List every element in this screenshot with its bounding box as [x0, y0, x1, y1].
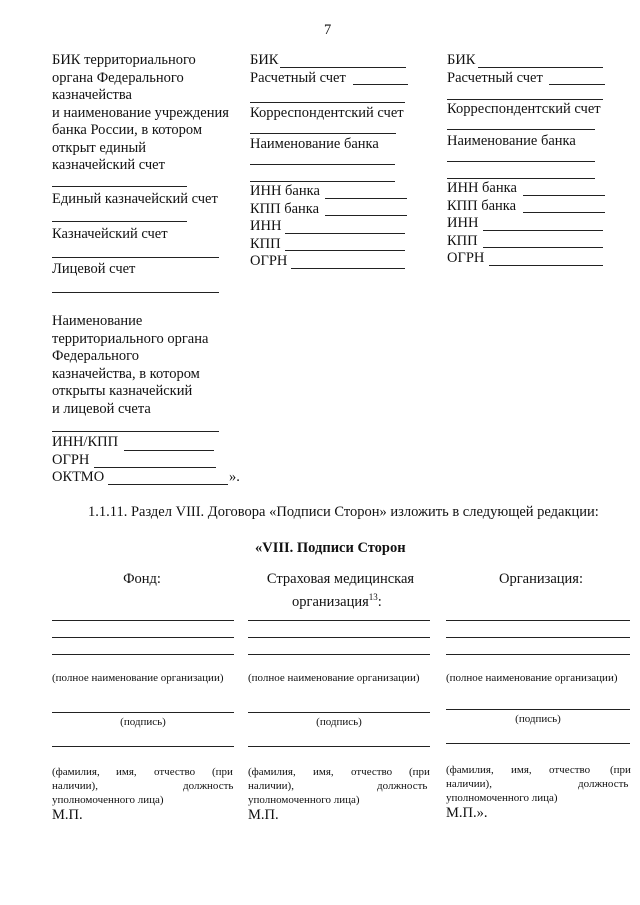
org-signature-hint: (подпись) — [515, 713, 561, 725]
org-fio-word-3: отчество — [549, 764, 591, 776]
org-fio-line2-a: наличии), — [446, 778, 492, 790]
col2-inn-fill-line[interactable] — [285, 233, 405, 234]
col2-bank-inn-label: ИНН банка — [250, 183, 320, 199]
fund-fio-word-2: имя, — [116, 766, 137, 778]
col2-kpp-fill-line[interactable] — [285, 250, 405, 251]
bik-label-line-6: открыт единый — [52, 139, 147, 156]
insurer-fio-word-3: отчество — [351, 766, 393, 778]
fund-fio-word-4: (при — [212, 766, 233, 778]
col3-corr-label: Корреспондентский счет — [447, 101, 601, 117]
insurer-name-line-2[interactable] — [248, 637, 430, 638]
col3-bank-kpp-fill-line[interactable] — [523, 212, 605, 213]
insurer-heading-colon: : — [377, 593, 382, 610]
fund-fio-line[interactable] — [52, 746, 234, 747]
insurer-heading-text: организация — [292, 593, 369, 610]
col3-corr-fill-line[interactable] — [447, 129, 595, 130]
oktmo-closing-quote: ». — [229, 469, 240, 485]
bik-label-line-5: банка России, в котором — [52, 122, 203, 138]
col2-account-fill-line[interactable] — [353, 84, 408, 85]
col2-inn-label: ИНН — [250, 218, 282, 234]
col3-account-fill-line[interactable] — [549, 84, 605, 85]
insurer-stamp: М.П. — [248, 807, 279, 823]
org-name-line-3[interactable] — [446, 654, 630, 655]
insurer-full-name-hint: (полное наименование организации) — [248, 672, 420, 684]
insurer-heading-line-1: Страховая медицинская — [266, 571, 415, 587]
org-fio-line2-b: должность — [578, 778, 629, 790]
insurer-heading-line-2 — [292, 589, 382, 611]
unified-account-label: Единый казначейский счет — [52, 191, 218, 207]
col3-inn-fill-line[interactable] — [483, 230, 603, 231]
bik-label-line-4: и наименование учреждения — [52, 104, 229, 121]
col3-bik-fill-line[interactable] — [478, 67, 603, 68]
personal-account-label: Лицевой счет — [52, 261, 136, 277]
col2-bank-name-fill-line[interactable] — [250, 164, 395, 165]
bik-label-line-1: БИК территориального — [52, 52, 196, 68]
org-heading: Организация: — [498, 571, 583, 587]
col2-kpp-label: КПП — [250, 235, 281, 252]
col2-account-label: Расчетный счет — [250, 69, 346, 86]
col2-ogrn-label: ОГРН — [250, 253, 288, 269]
col2-bank-inn-fill-line[interactable] — [325, 198, 407, 199]
insurer-name-line-3[interactable] — [248, 654, 430, 655]
insurer-name-line-1[interactable] — [248, 620, 430, 621]
inn-kpp-label: ИНН/КПП — [52, 434, 119, 450]
insurer-fio-line3: уполномоченного лица) — [248, 794, 360, 806]
oktmo-label: ОКТМО — [52, 469, 105, 485]
page-number: 7 — [324, 22, 332, 38]
fund-fio-line2-a: наличии), — [52, 780, 98, 792]
tob-label-line-1: Наименование — [52, 313, 143, 329]
insurer-fio-line[interactable] — [248, 746, 430, 747]
col2-bank-name-fill-line-2[interactable] — [250, 181, 395, 182]
org-stamp: М.П.». — [446, 805, 488, 821]
col3-ogrn-label: ОГРН — [447, 250, 485, 266]
fund-name-line-2[interactable] — [52, 637, 234, 638]
col2-bik-fill-line[interactable] — [280, 67, 406, 68]
col2-bank-name-label: Наименование банка — [250, 136, 379, 152]
col2-corr-fill-line[interactable] — [250, 133, 396, 134]
fund-full-name-hint: (полное наименование организации) — [52, 672, 224, 684]
treasury-account-label: Казначейский счет — [52, 226, 168, 242]
col2-account-fill-line-2[interactable] — [250, 102, 405, 103]
org-fio-word-4: (при — [610, 764, 631, 776]
fund-name-line-3[interactable] — [52, 654, 234, 655]
fund-heading: Фонд: — [123, 571, 161, 587]
org-full-name-hint: (полное наименование организации) — [446, 672, 618, 684]
col2-ogrn-fill-line[interactable] — [291, 268, 405, 269]
org-fio-word-2: имя, — [511, 764, 532, 776]
inn-kpp-fill-line[interactable] — [124, 450, 214, 451]
unified-account-fill-line[interactable] — [52, 221, 187, 222]
fund-stamp: М.П. — [52, 807, 83, 823]
ogrn-fill-line[interactable] — [94, 467, 216, 468]
fund-signature-line[interactable] — [52, 712, 234, 713]
org-signature-line[interactable] — [446, 709, 630, 710]
org-name-line-1[interactable] — [446, 620, 630, 621]
personal-account-fill-line[interactable] — [52, 292, 219, 293]
bik-label-line-2: органа Федерального — [52, 69, 184, 86]
col3-bank-name-fill-line-2[interactable] — [447, 178, 595, 179]
insurer-fio-line2-a: наличии), — [248, 780, 294, 792]
treasury-account-fill-line[interactable] — [52, 257, 219, 258]
insurer-fio-word-1: (фамилия, — [248, 766, 296, 778]
insurer-signature-hint: (подпись) — [316, 716, 362, 728]
col3-kpp-label: КПП — [447, 232, 478, 249]
tob-label-line-4: казначейства, в котором — [52, 365, 200, 382]
insurer-fio-word-2: имя, — [313, 766, 334, 778]
col3-ogrn-fill-line[interactable] — [489, 265, 603, 266]
col2-bik-label: БИК — [250, 52, 279, 68]
col3-bank-inn-label: ИНН банка — [447, 180, 517, 196]
bik-label-line-7: казначейский счет — [52, 157, 165, 173]
col3-account-fill-line-2[interactable] — [447, 99, 603, 100]
section-title: «VIII. Подписи Сторон — [255, 540, 406, 556]
col2-corr-label: Корреспондентский счет — [250, 104, 404, 121]
tob-fill-line[interactable] — [52, 431, 219, 432]
fund-fio-word-3: отчество — [154, 766, 196, 778]
col3-bank-name-fill-line[interactable] — [447, 161, 595, 162]
fund-fio-word-1: (фамилия, — [52, 766, 100, 778]
org-name-line-2[interactable] — [446, 637, 630, 638]
bik-label-line-3: казначейства — [52, 87, 132, 103]
col3-kpp-fill-line[interactable] — [483, 247, 603, 248]
insurer-fio-word-4: (при — [409, 766, 430, 778]
col3-inn-label: ИНН — [447, 215, 479, 231]
org-fio-word-1: (фамилия, — [446, 764, 494, 776]
tob-label-line-5: открыты казначейский — [52, 383, 193, 399]
fund-name-line-1[interactable] — [52, 620, 234, 621]
fund-signature-hint: (подпись) — [120, 716, 166, 728]
col3-bik-label: БИК — [447, 52, 476, 68]
oktmo-fill-line[interactable] — [108, 484, 228, 485]
ogrn-label: ОГРН — [52, 451, 90, 468]
org-fio-line3: уполномоченного лица) — [446, 792, 558, 804]
clause-text: 1.1.11. Раздел VIII. Договора «Подписи Сторон» изложить в следующей редакции: — [88, 504, 599, 520]
bik-fill-line[interactable] — [52, 186, 187, 187]
col2-bank-kpp-fill-line[interactable] — [325, 215, 407, 216]
col2-bank-kpp-label: КПП банка — [250, 200, 320, 217]
tob-label-line-6: и лицевой счета — [52, 400, 151, 417]
fund-fio-line2-b: должность — [183, 780, 234, 792]
insurer-signature-line[interactable] — [248, 712, 430, 713]
col3-bank-name-label: Наименование банка — [447, 133, 576, 149]
org-fio-line[interactable] — [446, 743, 630, 744]
col3-bank-inn-fill-line[interactable] — [523, 195, 605, 196]
insurer-footnote-mark: 13 — [368, 591, 378, 602]
tob-label-line-3: Федерального — [52, 348, 140, 364]
fund-fio-line3: уполномоченного лица) — [52, 794, 164, 806]
insurer-fio-line2-b: должность — [377, 780, 428, 792]
col3-account-label: Расчетный счет — [447, 69, 543, 86]
tob-label-line-2: территориального органа — [52, 330, 209, 347]
col3-bank-kpp-label: КПП банка — [447, 197, 517, 214]
